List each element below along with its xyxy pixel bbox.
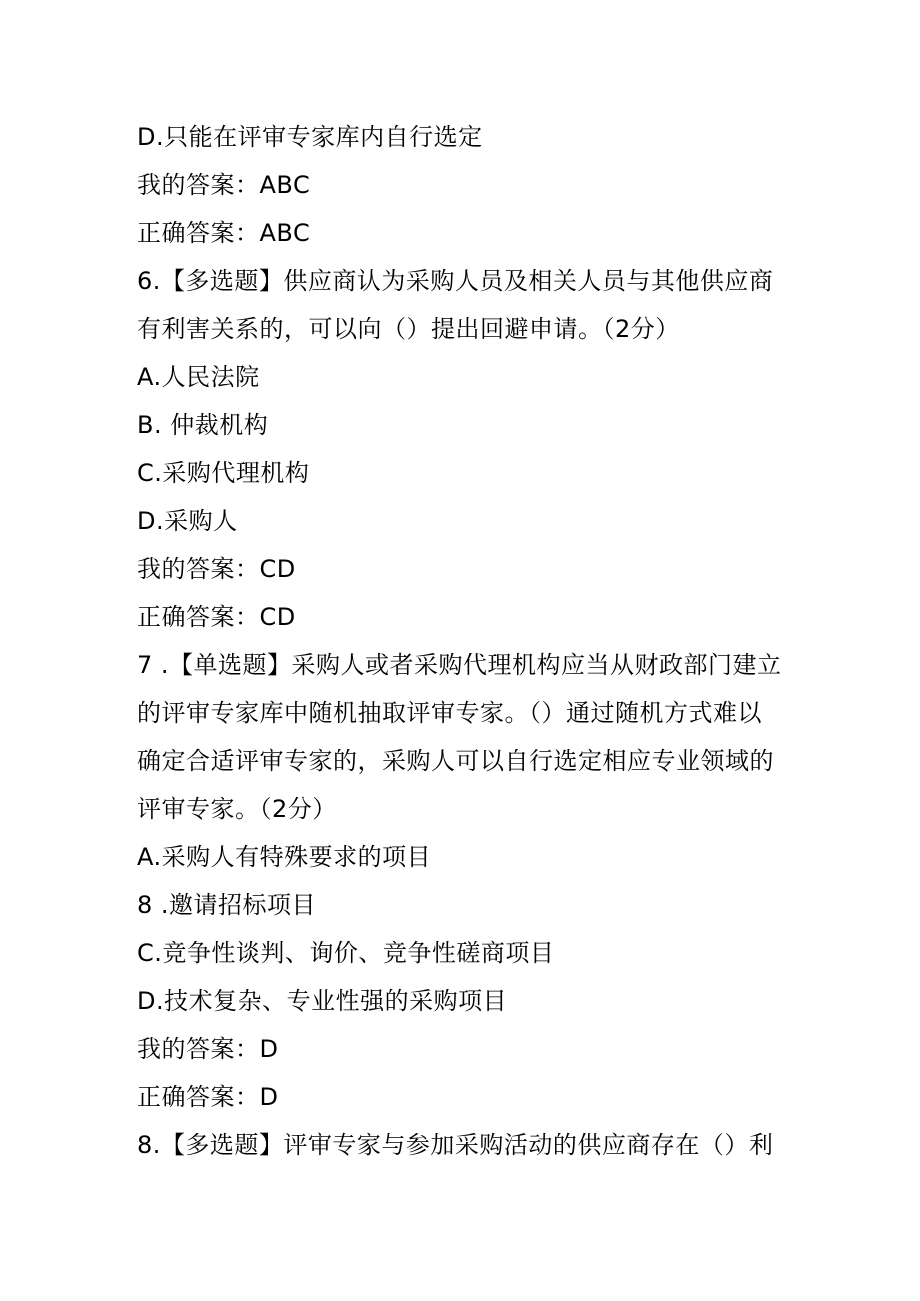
correct-answer-q5: 正确答案：ABC (137, 219, 311, 247)
question-8-line-1: 8.【多选题】评审专家与参加采购活动的供应商存在（）利 (137, 1131, 774, 1159)
question-6-line-1: 6.【多选题】供应商认为采购人员及相关人员与其他供应商 (137, 267, 774, 295)
option-c-q6: C.采购代理机构 (137, 459, 310, 487)
option-d-q7: D.技术复杂、专业性强的采购项目 (137, 987, 508, 1015)
correct-answer-q6: 正确答案：CD (137, 603, 296, 631)
my-answer-q7: 我的答案：D (137, 1035, 279, 1063)
my-answer-q6: 我的答案：CD (137, 555, 296, 583)
my-answer-q5: 我的答案：ABC (137, 171, 311, 199)
document-body (137, 113, 787, 1169)
option-b-q7: 8 .邀请招标项目 (137, 891, 317, 919)
option-b-q6: B. 仲裁机构 (137, 411, 269, 439)
correct-answer-q7: 正确答案：D (137, 1083, 279, 1111)
option-a-q6: A.人民法院 (137, 363, 260, 391)
question-7-line-1: 7 .【单选题】采购人或者采购代理机构应当从财政部门建立 (137, 651, 782, 679)
question-7-line-3: 确定合适评审专家的，采购人可以自行选定相应专业领域的 (137, 747, 774, 775)
option-d-q5: D.只能在评审专家库内自行选定 (137, 123, 483, 151)
question-6-line-2: 有利害关系的，可以向（）提出回避申请。（2分） (137, 315, 680, 343)
question-7-line-2: 的评审专家库中随机抽取评审专家。（）通过随机方式难以 (137, 699, 762, 727)
option-a-q7: A.采购人有特殊要求的项目 (137, 843, 432, 871)
option-c-q7: C.竞争性谈判、询价、竞争性磋商项目 (137, 939, 555, 967)
option-d-q6: D.采购人 (137, 507, 238, 535)
question-7-line-4: 评审专家。（2分） (137, 795, 337, 823)
